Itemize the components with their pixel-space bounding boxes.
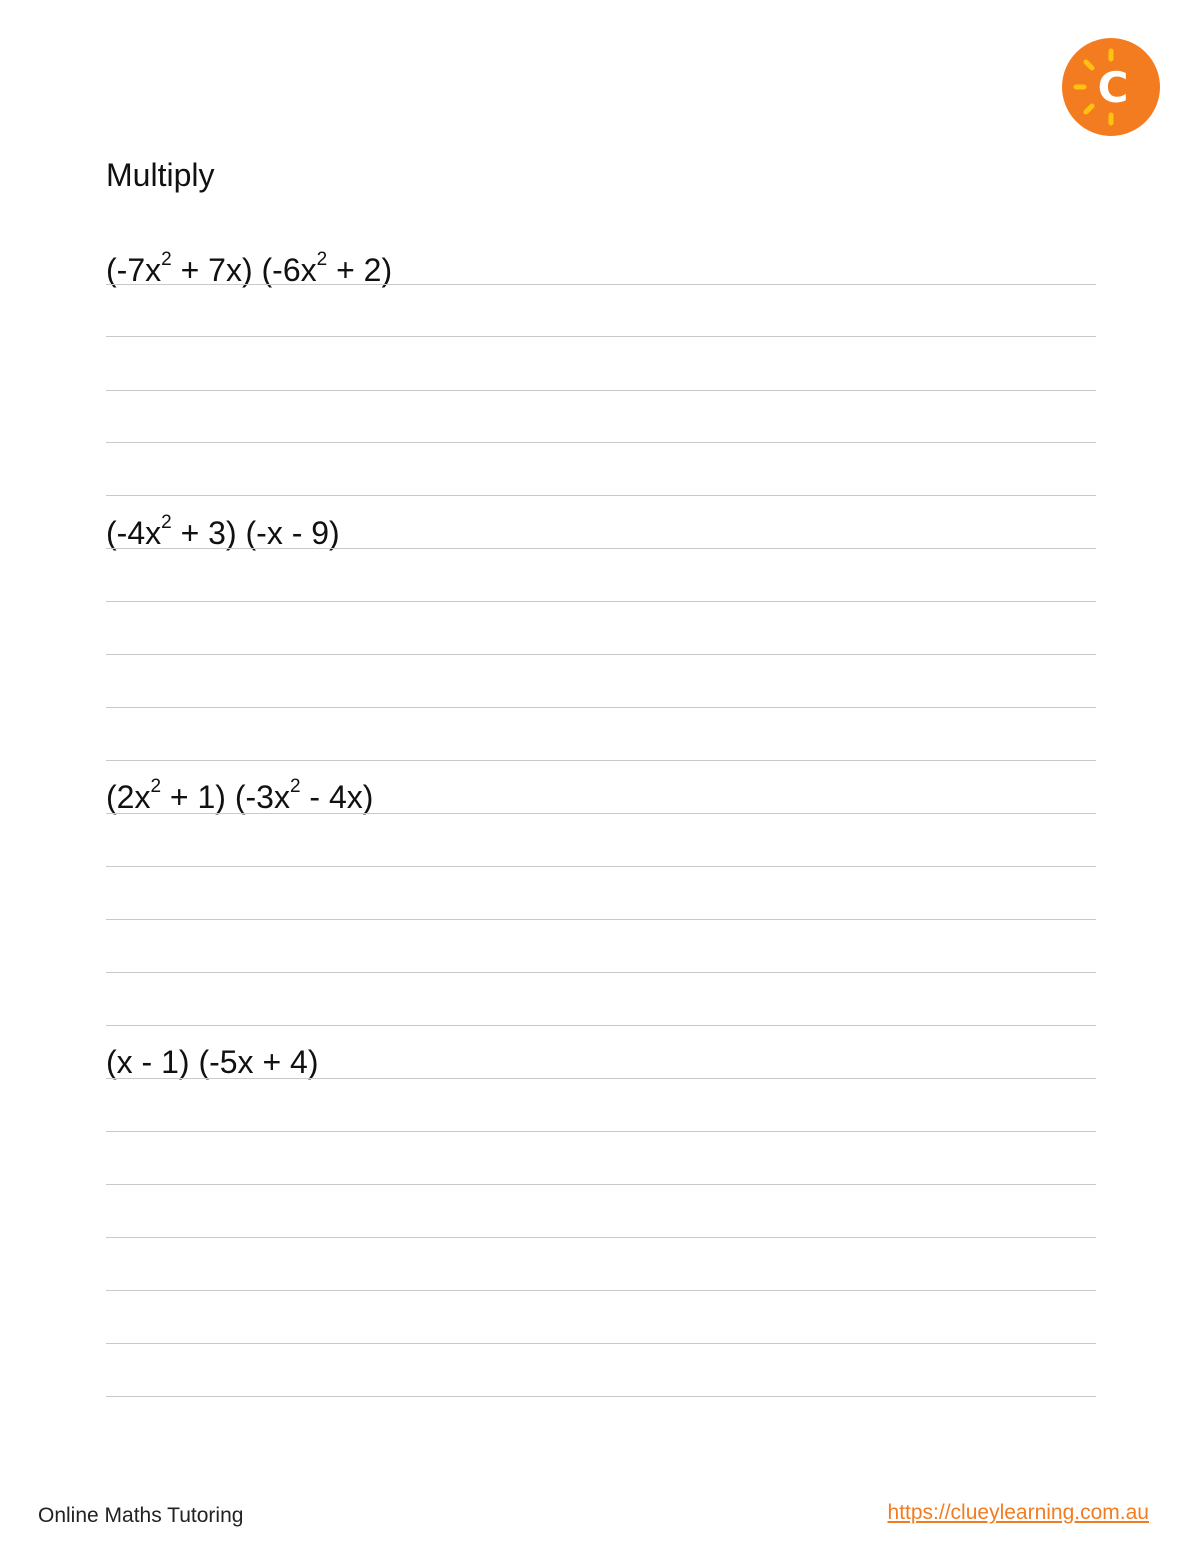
problem-text: + 2) — [327, 252, 393, 288]
ruled-line — [106, 336, 1096, 337]
ruled-line — [106, 1131, 1096, 1132]
problem-2 — [106, 513, 340, 553]
ruled-line — [106, 1396, 1096, 1397]
page-title: Multiply — [106, 157, 215, 193]
ruled-line — [106, 495, 1096, 496]
ruled-line — [106, 1237, 1096, 1238]
ruled-line — [106, 1025, 1096, 1026]
ruled-line — [106, 654, 1096, 655]
ruled-line — [106, 1078, 1096, 1079]
ruled-line — [106, 919, 1096, 920]
cluey-sun-logo-icon — [1061, 37, 1161, 137]
problem-text: + 3) (-x - 9) — [171, 515, 340, 551]
ruled-line — [106, 813, 1096, 814]
problem-text: (-4x — [106, 515, 162, 551]
ruled-line — [106, 390, 1096, 391]
problem-text: (2x — [106, 779, 151, 815]
ruled-line — [106, 972, 1096, 973]
problem-4 — [106, 1042, 318, 1082]
ruled-line — [106, 442, 1096, 443]
problem-3 — [106, 777, 373, 817]
ruled-line — [106, 760, 1096, 761]
ruled-line — [106, 284, 1096, 285]
ruled-line — [106, 707, 1096, 708]
footer-link[interactable]: https://clueylearning.com.au — [887, 1501, 1149, 1524]
footer-tagline: Online Maths Tutoring — [38, 1504, 244, 1527]
problem-text: + 1) (-3x — [161, 779, 290, 815]
problem-text: (x - 1) (-5x + 4) — [106, 1044, 319, 1080]
ruled-line — [106, 1184, 1096, 1185]
exponent: 2 — [150, 776, 162, 798]
ruled-line — [106, 866, 1096, 867]
problem-text: - 4x) — [300, 779, 374, 815]
ruled-line — [106, 601, 1096, 602]
cluey-logo — [1061, 37, 1161, 137]
exponent: 2 — [161, 512, 172, 534]
problem-text: (-7x — [106, 252, 162, 288]
logo-letter: C — [1097, 63, 1129, 112]
ruled-line — [106, 548, 1096, 549]
exponent: 2 — [316, 249, 328, 271]
exponent: 2 — [161, 249, 172, 271]
ruled-line — [106, 1343, 1096, 1344]
ruled-line — [106, 1290, 1096, 1291]
exponent: 2 — [289, 776, 301, 798]
problem-text: + 7x) (-6x — [171, 252, 317, 288]
